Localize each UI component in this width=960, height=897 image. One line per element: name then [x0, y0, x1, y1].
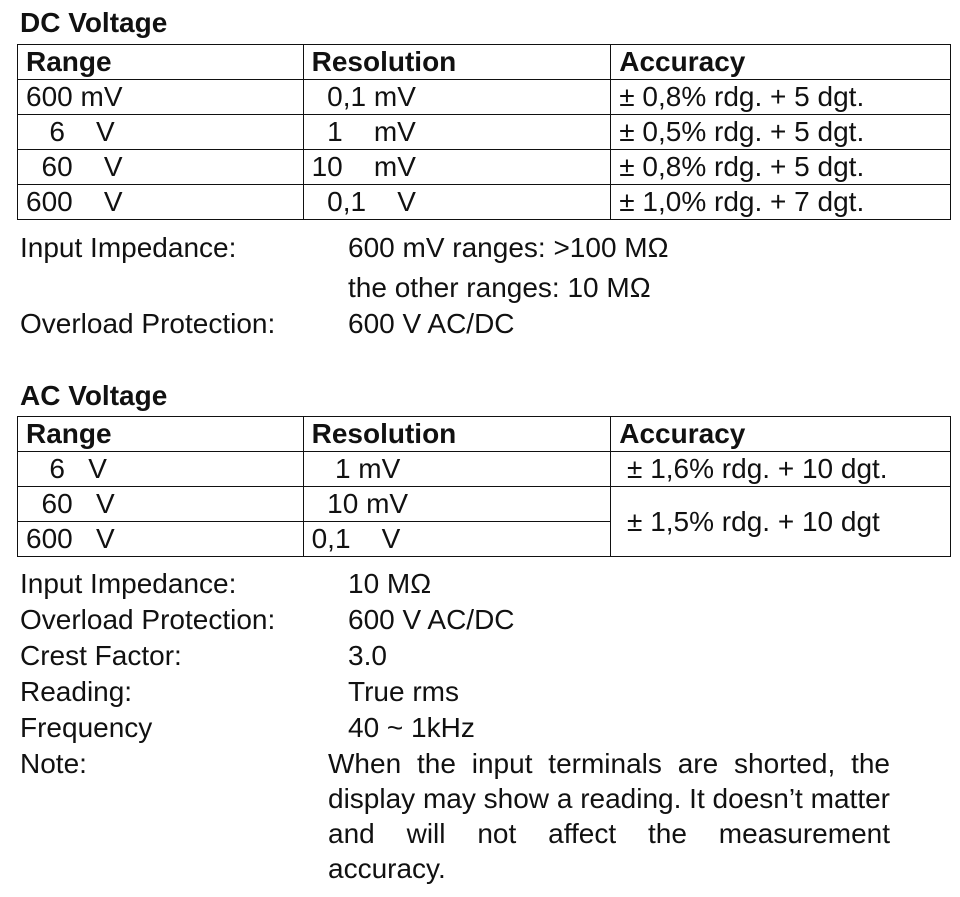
header-range: Range — [18, 45, 304, 80]
input-impedance-value-other: the other ranges: 10 MΩ — [348, 272, 651, 303]
frequency-value: 40 ~ 1kHz — [348, 712, 475, 743]
crest-factor-value: 3.0 — [348, 640, 387, 671]
resolution-cell: 1 mV — [303, 115, 611, 150]
note-text: When the input terminals are shorted, the display may show a reading. It doesn’t matter and will not affect the measurement accuracy. — [328, 748, 890, 884]
overload-protection-value: 600 V AC/DC — [348, 308, 515, 339]
resolution-cell: 0,1 mV — [303, 80, 611, 115]
table-row — [18, 487, 951, 522]
table-row — [18, 150, 951, 185]
range-cell: 600 V — [18, 522, 304, 557]
resolution-cell: 0,1 V — [303, 185, 611, 220]
reading-value: True rms — [348, 676, 459, 707]
dc-voltage-title: DC Voltage — [20, 7, 168, 38]
frequency-label: Frequency — [20, 712, 153, 743]
accuracy-cell: ± 0,5% rdg. + 5 dgt. — [611, 115, 951, 150]
resolution-cell: 10 mV — [303, 150, 611, 185]
range-cell: 6 V — [18, 115, 304, 150]
resolution-cell: 0,1 V — [303, 522, 611, 557]
range-cell: 6 V — [18, 452, 304, 487]
table-row — [18, 452, 951, 487]
overload-protection-label: Overload Protection: — [20, 308, 276, 339]
dc-voltage-table — [17, 44, 951, 220]
table-header-row — [18, 417, 951, 452]
input-impedance-label: Input Impedance: — [20, 232, 237, 263]
resolution-cell: 1 mV — [303, 452, 611, 487]
table-row — [18, 185, 951, 220]
header-accuracy: Accuracy — [611, 417, 951, 452]
accuracy-cell-merged: ± 1,5% rdg. + 10 dgt — [611, 487, 951, 557]
range-cell: 60 V — [18, 487, 304, 522]
table-header-row — [18, 45, 951, 80]
header-range: Range — [18, 417, 304, 452]
ac-voltage-title: AC Voltage — [20, 380, 168, 411]
reading-label: Reading: — [20, 676, 133, 707]
resolution-cell: 10 mV — [303, 487, 611, 522]
table-row — [18, 115, 951, 150]
accuracy-cell: ± 1,0% rdg. + 7 dgt. — [611, 185, 951, 220]
note-label: Note: — [20, 748, 87, 779]
range-cell: 600 mV — [18, 80, 304, 115]
header-resolution: Resolution — [303, 45, 611, 80]
crest-factor-label: Crest Factor: — [20, 640, 182, 671]
input-impedance-value: 600 mV ranges: >100 MΩ — [348, 232, 669, 263]
range-cell: 600 V — [18, 185, 304, 220]
header-resolution: Resolution — [303, 417, 611, 452]
accuracy-cell: ± 1,6% rdg. + 10 dgt. — [611, 452, 951, 487]
header-accuracy: Accuracy — [611, 45, 951, 80]
ac-voltage-table — [17, 416, 951, 557]
overload-protection-label: Overload Protection: — [20, 604, 276, 635]
table-row — [18, 80, 951, 115]
accuracy-cell: ± 0,8% rdg. + 5 dgt. — [611, 80, 951, 115]
input-impedance-value: 10 MΩ — [348, 568, 432, 599]
overload-protection-value: 600 V AC/DC — [348, 604, 515, 635]
range-cell: 60 V — [18, 150, 304, 185]
accuracy-cell: ± 0,8% rdg. + 5 dgt. — [611, 150, 951, 185]
input-impedance-label: Input Impedance: — [20, 568, 237, 599]
